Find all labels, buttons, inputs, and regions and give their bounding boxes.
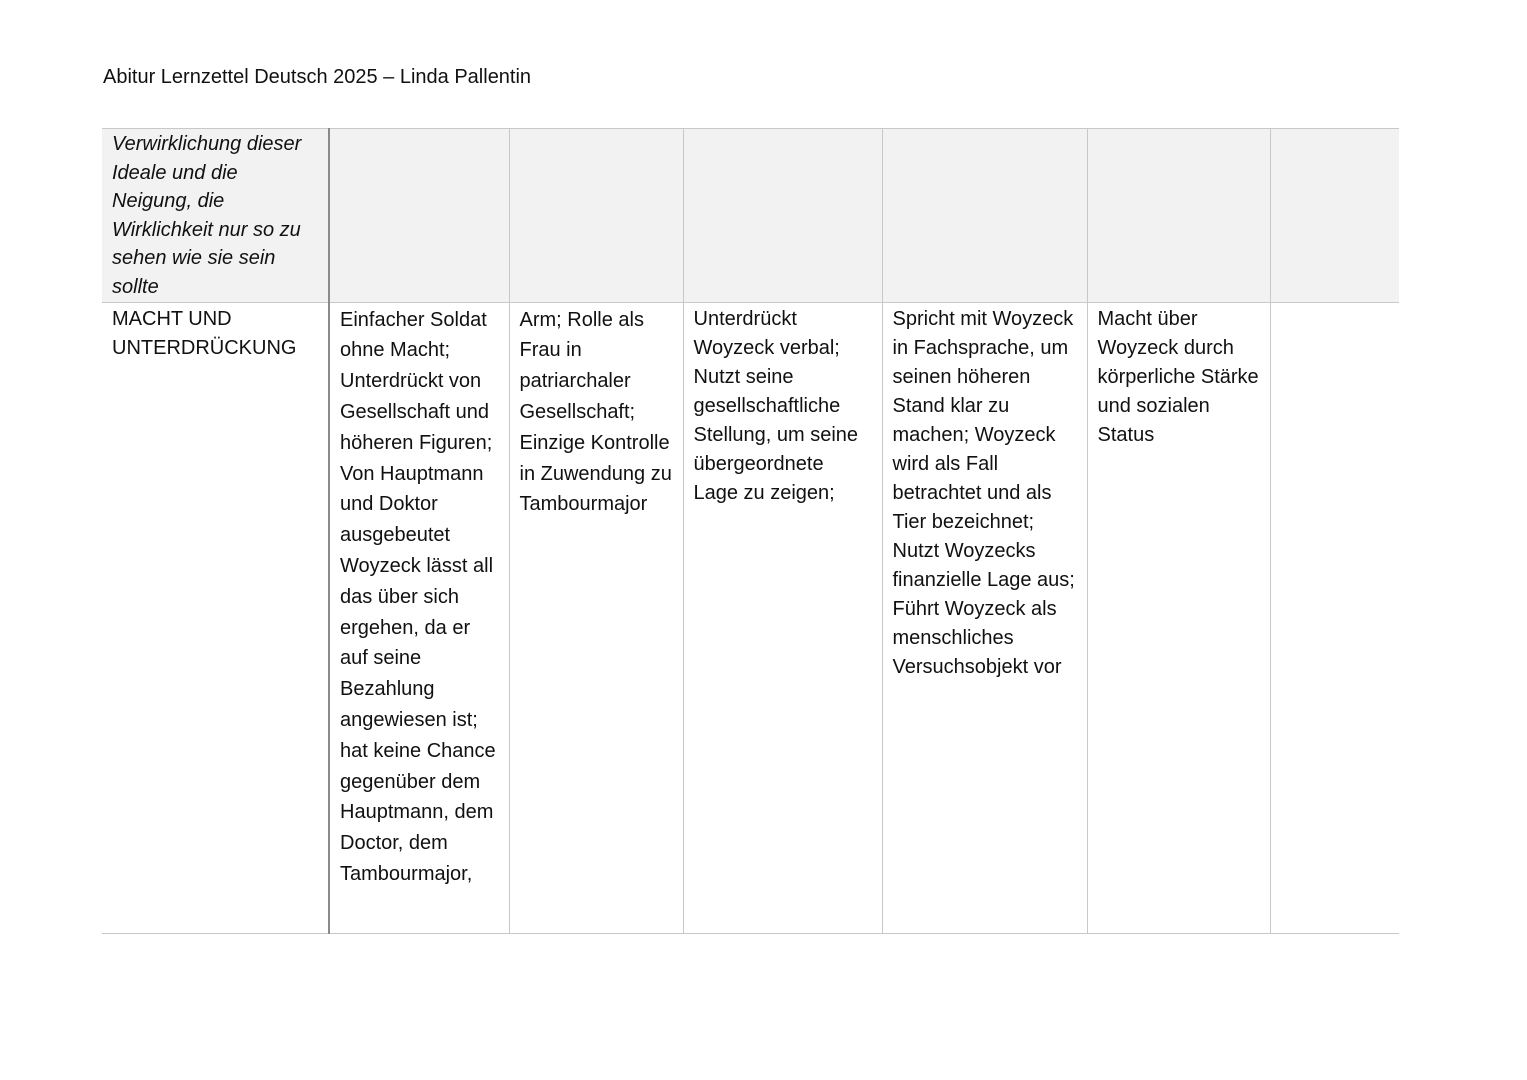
- table-cell: [1270, 129, 1399, 303]
- table-cell: [329, 302, 509, 933]
- table-cell: [102, 302, 329, 933]
- page-header-title: Abitur Lernzettel Deutsch 2025 – Linda Pallentin: [103, 66, 532, 88]
- cell-text: Verwirklichung dieser Ideale und die Neigung, die Wirklichkeit nur so zu sehen wie sie sein sollte: [112, 133, 302, 298]
- cell-text: Unterdrückt Woyzeck verbal; Nutzt seine gesellschaftliche Stellung, um seine übergeordnete Lage zu zeigen;: [693, 307, 859, 504]
- table-cell: [683, 129, 882, 303]
- table-cell: [329, 129, 509, 303]
- table-cell: [1087, 302, 1270, 933]
- analysis-table: [102, 128, 1399, 934]
- table-cell: [1087, 129, 1270, 303]
- table-row: [102, 302, 1399, 933]
- table-cell: [102, 129, 329, 303]
- table-cell: [509, 302, 683, 933]
- table-row: [102, 129, 1399, 303]
- table-cell: [683, 302, 882, 933]
- table-cell: [1270, 302, 1399, 933]
- cell-text: MACHT UND UNTERDRÜCKUNG: [112, 307, 297, 359]
- table-cell: [882, 129, 1087, 303]
- cell-text: Spricht mit Woyzeck in Fachsprache, um seinen höheren Stand klar zu machen; Woyzeck wird als Fall betrachtet und als Tier bezeichnet; Nutzt Woyzecks finanzielle Lage aus; Führt Woyzeck als menschliches Versuchsobjekt vor: [892, 307, 1075, 678]
- table-cell: [509, 129, 683, 303]
- cell-text: Macht über Woyzeck durch körperliche Stärke und sozialen Status: [1097, 307, 1259, 446]
- cell-text: Arm; Rolle als Frau in patriarchaler Gesellschaft; Einzige Kontrolle in Zuwendung zu Tambourmajor: [519, 308, 672, 516]
- table-cell: [882, 302, 1087, 933]
- cell-text: Einfacher Soldat ohne Macht; Unterdrückt von Gesellschaft und höheren Figuren; Von Hauptmann und Doktor ausgebeutet Woyzeck lässt all das über sich ergehen, da er auf seine Bezahlung angewiesen ist; hat keine Chance gegenüber dem Hauptmann, dem Doctor, dem Tambourmajor,: [340, 308, 496, 885]
